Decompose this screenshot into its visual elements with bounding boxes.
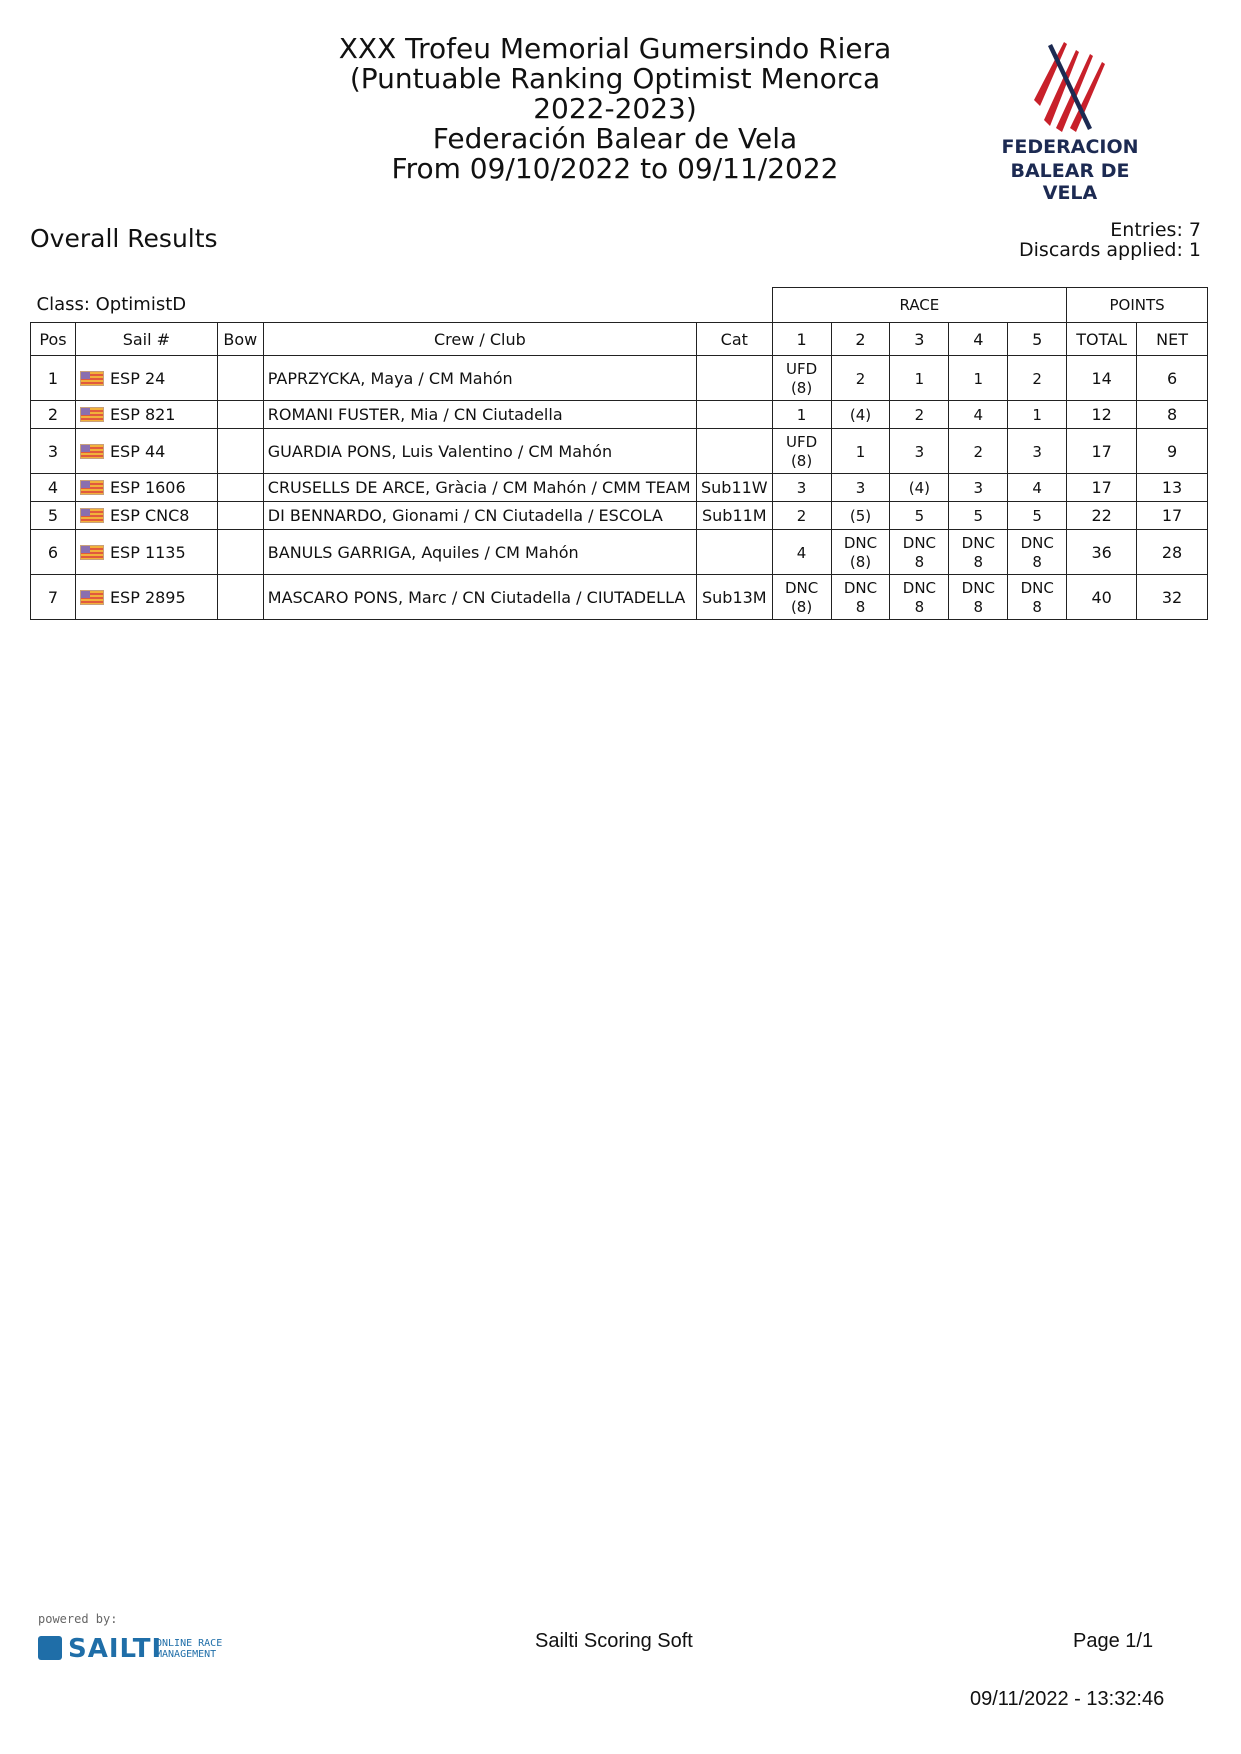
sailti-logo (38, 1634, 248, 1664)
title-line: From 09/10/2022 to 09/11/2022 (391, 152, 839, 185)
title-line: (Puntuable Ranking Optimist Menorca (349, 62, 881, 95)
bow-cell (217, 502, 263, 530)
race-score: 1 (1032, 406, 1042, 424)
race-score: 3 (973, 479, 984, 497)
race-score: 2 (1032, 369, 1042, 388)
pos-cell: 7 (31, 575, 76, 620)
table-row (31, 401, 1208, 429)
net-cell: 8 (1137, 401, 1208, 429)
race-score: 3 (914, 442, 925, 461)
balearic-flag-icon (80, 407, 104, 422)
cat-cell (696, 429, 772, 474)
net-cell: 28 (1137, 530, 1208, 575)
col-race-3: 3 (890, 323, 949, 356)
bow-cell (217, 474, 263, 502)
bow-cell (217, 530, 263, 575)
sail-number: ESP 2895 (109, 587, 186, 607)
pos-cell: 3 (31, 429, 76, 474)
col-total: TOTAL (1067, 323, 1137, 356)
sail-cell (75, 474, 217, 502)
sail-number: ESP 1606 (109, 478, 186, 497)
race-score: 1 (973, 369, 984, 388)
total-cell: 22 (1067, 502, 1137, 530)
logo-text-line: BALEAR DE VELA (1010, 160, 1130, 204)
race-score: 5 (973, 507, 984, 525)
net-cell: 6 (1137, 356, 1208, 401)
race-score-cell (949, 401, 1008, 429)
title-line: Federación Balear de Vela (432, 122, 798, 155)
col-race-5: 5 (1008, 323, 1067, 356)
race-score-cell (831, 530, 890, 575)
race-score-cell (772, 401, 831, 429)
points-group-header: POINTS (1067, 288, 1208, 323)
pos-cell: 1 (31, 356, 76, 401)
bow-cell (217, 356, 263, 401)
sail-number: ESP CNC8 (109, 506, 190, 525)
col-sail: Sail # (75, 323, 217, 356)
federation-logo (985, 40, 1155, 204)
sail-number: ESP 1135 (109, 542, 186, 562)
race-score-cell (772, 474, 831, 502)
crew-cell: PAPRZYCKA, Maya / CM Mahón (263, 356, 696, 401)
sail-number: ESP 821 (109, 405, 176, 424)
race-score: 4 (796, 543, 807, 562)
balearic-flag-icon (80, 480, 104, 495)
race-score: 3 (796, 479, 807, 497)
race-score: 3 (855, 479, 866, 497)
pos-cell: 5 (31, 502, 76, 530)
sail-cell (75, 429, 217, 474)
col-race-2: 2 (831, 323, 890, 356)
race-score-cell (831, 356, 890, 401)
table-row (31, 429, 1208, 474)
net-cell: 9 (1137, 429, 1208, 474)
race-score-cell (772, 356, 831, 401)
race-score-cell (949, 502, 1008, 530)
race-score-cell (1008, 401, 1067, 429)
cat-cell: Sub13M (696, 575, 772, 620)
sail-cell (75, 575, 217, 620)
race-score-cell (772, 429, 831, 474)
race-score: 2 (796, 507, 807, 525)
title-line: XXX Trofeu Memorial Gumersindo Riera (338, 32, 892, 65)
race-score: (5) (849, 507, 872, 525)
race-score: 3 (1032, 442, 1042, 461)
race-score: DNC 8 (961, 534, 995, 571)
page-number: Page 1/1 (1073, 1630, 1154, 1652)
software-name: Sailti Scoring Soft (535, 1630, 693, 1652)
pos-cell: 2 (31, 401, 76, 429)
race-score: DNC (8) (784, 579, 819, 616)
race-score: UFD (8) (785, 433, 818, 470)
col-race-4: 4 (949, 323, 1008, 356)
sail-number: ESP 24 (109, 368, 166, 388)
entries-summary (1019, 220, 1201, 260)
race-score: 2 (973, 442, 984, 461)
race-score-cell (949, 575, 1008, 620)
race-score: 4 (973, 406, 984, 424)
race-score-cell (890, 530, 949, 575)
pos-cell: 4 (31, 474, 76, 502)
sailti-tagline: ONLINE RACE MANAGEMENT (156, 1638, 223, 1660)
sailti-wave-icon (38, 1636, 62, 1660)
sailti-wordmark: SAILTI (68, 1634, 163, 1664)
race-score: 1 (914, 369, 925, 388)
crew-cell: BANULS GARRIGA, Aquiles / CM Mahón (263, 530, 696, 575)
race-score: (4) (908, 479, 931, 497)
table-row (31, 502, 1208, 530)
table-row (31, 530, 1208, 575)
race-score: DNC 8 (1020, 534, 1054, 571)
balearic-flag-icon (80, 545, 104, 560)
bow-cell (217, 401, 263, 429)
race-score-cell (949, 530, 1008, 575)
cat-cell (696, 356, 772, 401)
race-score-cell (1008, 474, 1067, 502)
race-score-cell (1008, 530, 1067, 575)
race-score-cell (949, 356, 1008, 401)
race-score-cell (949, 474, 1008, 502)
total-cell: 17 (1067, 429, 1137, 474)
total-cell: 40 (1067, 575, 1137, 620)
column-header-row (31, 323, 1208, 356)
col-pos: Pos (31, 323, 76, 356)
results-body (31, 356, 1208, 620)
cat-cell (696, 530, 772, 575)
net-cell: 13 (1137, 474, 1208, 502)
col-cat: Cat (696, 323, 772, 356)
race-score: UFD (8) (785, 360, 818, 397)
sail-stripes-icon (1030, 40, 1110, 132)
race-score-cell (831, 474, 890, 502)
col-race-1: 1 (772, 323, 831, 356)
class-label: Class: OptimistD (36, 294, 187, 316)
section-title: Overall Results (30, 224, 218, 253)
col-crew: Crew / Club (263, 323, 696, 356)
group-header-row (31, 288, 1208, 323)
powered-by-label: powered by: (38, 1612, 118, 1626)
race-score: DNC 8 (961, 579, 995, 616)
race-score-cell (890, 474, 949, 502)
race-score-cell (949, 429, 1008, 474)
total-cell: 14 (1067, 356, 1137, 401)
table-row (31, 575, 1208, 620)
sail-cell (75, 502, 217, 530)
race-score: (4) (849, 406, 872, 424)
crew-cell: GUARDIA PONS, Luis Valentino / CM Mahón (263, 429, 696, 474)
results-table (30, 287, 1208, 620)
race-score: DNC (8) (843, 534, 878, 571)
race-score-cell (772, 575, 831, 620)
race-score: 4 (1032, 479, 1042, 497)
race-score: 5 (914, 507, 925, 525)
race-score-cell (831, 575, 890, 620)
logo-text-line: FEDERACION (1001, 136, 1139, 158)
race-score: DNC 8 (902, 579, 937, 616)
race-score-cell (890, 502, 949, 530)
race-score: 2 (914, 406, 925, 424)
bow-cell (217, 575, 263, 620)
total-cell: 12 (1067, 401, 1137, 429)
race-score-cell (831, 429, 890, 474)
race-score-cell (1008, 429, 1067, 474)
sail-cell (75, 401, 217, 429)
race-group-header: RACE (772, 288, 1067, 323)
total-cell: 17 (1067, 474, 1137, 502)
race-score: 5 (1032, 507, 1042, 525)
page-title (330, 34, 900, 184)
race-score: 1 (855, 442, 866, 461)
bow-cell (217, 429, 263, 474)
balearic-flag-icon (80, 444, 104, 459)
sail-cell (75, 530, 217, 575)
race-score-cell (831, 401, 890, 429)
crew-cell: MASCARO PONS, Marc / CN Ciutadella / CIUTADELLA (263, 575, 696, 620)
title-line: 2022-2023) (533, 92, 697, 125)
crew-cell: ROMANI FUSTER, Mia / CN Ciutadella (263, 401, 696, 429)
race-score: DNC 8 (902, 534, 937, 571)
race-score-cell (890, 356, 949, 401)
race-score-cell (772, 502, 831, 530)
race-score-cell (890, 429, 949, 474)
discards-applied: Discards applied: 1 (1019, 239, 1201, 261)
crew-cell: CRUSELLS DE ARCE, Gràcia / CM Mahón / CMM TEAM (263, 474, 696, 502)
race-score: DNC 8 (1020, 579, 1054, 616)
race-score: 1 (796, 406, 807, 424)
race-score-cell (1008, 356, 1067, 401)
col-net: NET (1137, 323, 1208, 356)
sail-number: ESP 44 (109, 441, 166, 461)
race-score-cell (890, 575, 949, 620)
race-score-cell (890, 401, 949, 429)
entries-count: Entries: 7 (1110, 219, 1201, 241)
col-bow: Bow (217, 323, 263, 356)
table-row (31, 474, 1208, 502)
balearic-flag-icon (80, 371, 104, 386)
table-row (31, 356, 1208, 401)
net-cell: 32 (1137, 575, 1208, 620)
race-score-cell (772, 530, 831, 575)
race-score: 2 (855, 369, 866, 388)
pos-cell: 6 (31, 530, 76, 575)
print-timestamp: 09/11/2022 - 13:32:46 (970, 1688, 1165, 1710)
race-score-cell (1008, 502, 1067, 530)
cat-cell (696, 401, 772, 429)
total-cell: 36 (1067, 530, 1137, 575)
race-score-cell (1008, 575, 1067, 620)
sail-cell (75, 356, 217, 401)
balearic-flag-icon (80, 590, 104, 605)
race-score: DNC 8 (843, 579, 878, 616)
crew-cell: DI BENNARDO, Gionami / CN Ciutadella / ESCOLA (263, 502, 696, 530)
cat-cell: Sub11M (696, 502, 772, 530)
balearic-flag-icon (80, 508, 104, 523)
net-cell: 17 (1137, 502, 1208, 530)
race-score-cell (831, 502, 890, 530)
cat-cell: Sub11W (696, 474, 772, 502)
